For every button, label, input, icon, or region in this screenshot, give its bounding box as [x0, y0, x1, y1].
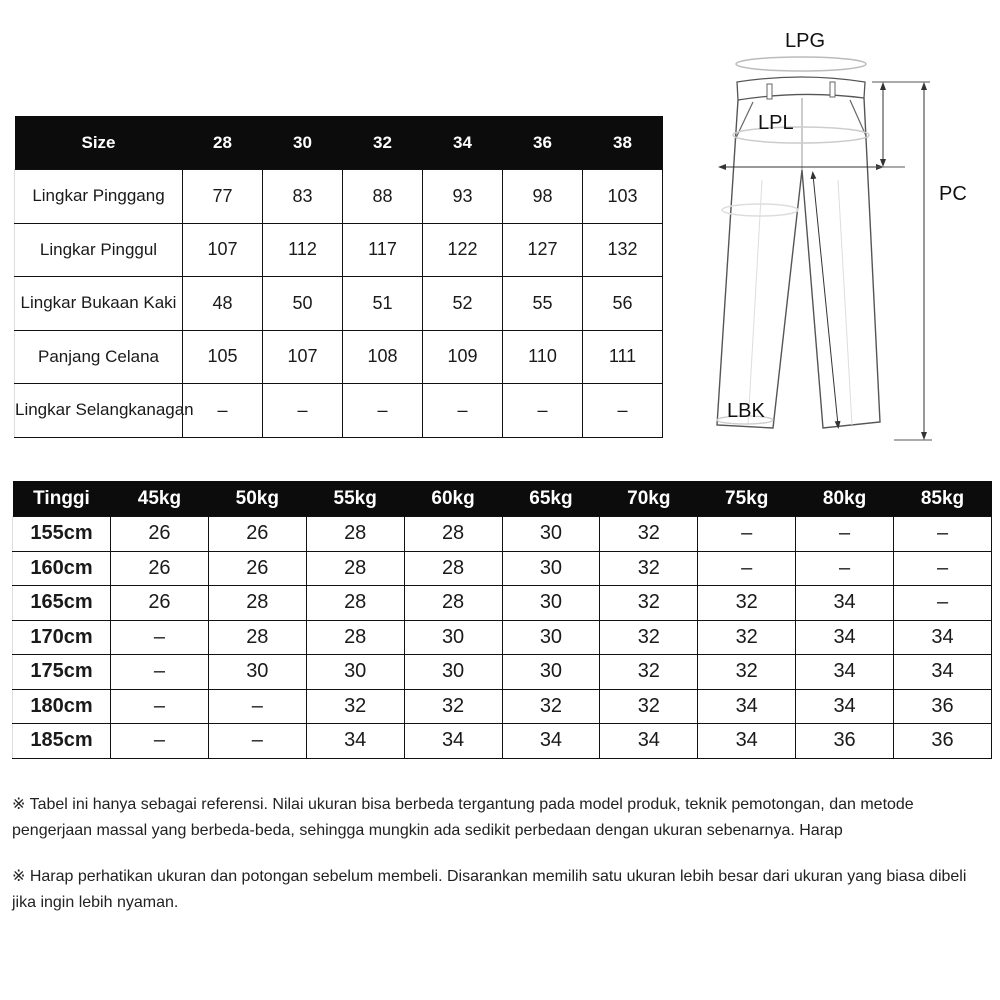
- fit-table-row: [13, 724, 992, 759]
- weight-header-cell: 70kg: [600, 481, 698, 517]
- measurement-value: 55: [503, 277, 583, 331]
- recommended-size: 28: [306, 620, 404, 655]
- fit-table-row: [13, 517, 992, 552]
- recommended-size: 34: [796, 620, 894, 655]
- recommended-size: 28: [404, 517, 502, 552]
- recommended-size: –: [111, 724, 209, 759]
- recommended-size: 32: [306, 689, 404, 724]
- notes-section: [12, 792, 992, 936]
- label-pc: PC: [939, 183, 967, 205]
- measurement-value: 77: [183, 170, 263, 224]
- recommended-size: 36: [796, 724, 894, 759]
- recommended-size: –: [894, 586, 992, 621]
- height-label: 165cm: [13, 586, 111, 621]
- size-header-label: Size: [15, 116, 183, 170]
- height-weight-fit-table: [12, 481, 992, 759]
- recommended-size: 26: [208, 517, 306, 552]
- height-label: 175cm: [13, 655, 111, 690]
- fit-table-row: [13, 620, 992, 655]
- recommended-size: 28: [306, 586, 404, 621]
- recommended-size: 26: [111, 517, 209, 552]
- weight-header-cell: 75kg: [698, 481, 796, 517]
- pants-diagram: [700, 20, 990, 450]
- recommended-size: 30: [404, 620, 502, 655]
- size-table-row: [15, 330, 663, 384]
- size-header-cell: 28: [183, 116, 263, 170]
- measurement-value: 107: [263, 330, 343, 384]
- size-table-row: [15, 384, 663, 438]
- recommended-size: 34: [796, 689, 894, 724]
- recommended-size: 28: [404, 551, 502, 586]
- height-label: 185cm: [13, 724, 111, 759]
- recommended-size: –: [894, 517, 992, 552]
- weight-header-cell: 50kg: [208, 481, 306, 517]
- measurement-value: 50: [263, 277, 343, 331]
- measurement-value: –: [263, 384, 343, 438]
- label-lbk: LBK: [727, 400, 765, 422]
- recommended-size: –: [698, 551, 796, 586]
- recommended-size: 26: [111, 551, 209, 586]
- recommended-size: –: [894, 551, 992, 586]
- weight-header-cell: 55kg: [306, 481, 404, 517]
- height-label: 155cm: [13, 517, 111, 552]
- recommended-size: 34: [306, 724, 404, 759]
- recommended-size: –: [111, 655, 209, 690]
- recommended-size: 32: [600, 620, 698, 655]
- recommended-size: 28: [306, 517, 404, 552]
- note-size-advice: ※ Harap perhatikan ukuran dan potongan sebelum membeli. Disarankan memilih satu ukuran lebih besar dari ukuran yang biasa dibeli jika ingin lebih nyaman.: [12, 868, 967, 911]
- height-label: 160cm: [13, 551, 111, 586]
- recommended-size: 28: [208, 620, 306, 655]
- recommended-size: 34: [600, 724, 698, 759]
- pants-outline: [717, 98, 880, 428]
- measurement-label: Lingkar Bukaan Kaki: [15, 277, 183, 331]
- note-reference-disclaimer: ※ Tabel ini hanya sebagai referensi. Nilai ukuran bisa berbeda tergantung pada model produk, teknik pemotongan, dan metode pengerjaan massal yang berbeda-beda, sehingga mungkin ada sedikit perbedaan dengan ukuran sebenarnya. Harap: [12, 796, 914, 839]
- recommended-size: 32: [600, 655, 698, 690]
- measurement-value: 105: [183, 330, 263, 384]
- weight-header-cell: 60kg: [404, 481, 502, 517]
- lpl-measure-ellipse: [733, 127, 869, 143]
- recommended-size: 28: [404, 586, 502, 621]
- lpg-measure-ellipse: [736, 57, 866, 71]
- recommended-size: 34: [698, 724, 796, 759]
- weight-header-cell: 80kg: [796, 481, 894, 517]
- belt-loop-left: [767, 84, 772, 99]
- label-lpg: LPG: [785, 30, 826, 52]
- recommended-size: 32: [698, 620, 796, 655]
- recommended-size: 32: [698, 655, 796, 690]
- recommended-size: 32: [404, 689, 502, 724]
- size-header-cell: 30: [263, 116, 343, 170]
- recommended-size: 32: [698, 586, 796, 621]
- measurement-label: Lingkar Pinggang: [15, 170, 183, 224]
- recommended-size: 36: [894, 689, 992, 724]
- waistband: [737, 77, 865, 100]
- size-header-cell: 34: [423, 116, 503, 170]
- recommended-size: –: [111, 689, 209, 724]
- weight-header-cell: 85kg: [894, 481, 992, 517]
- recommended-size: 30: [502, 586, 600, 621]
- measurement-value: 56: [583, 277, 663, 331]
- measurement-value: 103: [583, 170, 663, 224]
- recommended-size: 28: [306, 551, 404, 586]
- recommended-size: 30: [502, 517, 600, 552]
- measurement-value: 52: [423, 277, 503, 331]
- fit-table-row: [13, 551, 992, 586]
- recommended-size: 34: [796, 586, 894, 621]
- recommended-size: 34: [502, 724, 600, 759]
- recommended-size: 34: [404, 724, 502, 759]
- recommended-size: 32: [502, 689, 600, 724]
- measurement-value: –: [423, 384, 503, 438]
- measurement-value: –: [503, 384, 583, 438]
- recommended-size: 30: [208, 655, 306, 690]
- measurement-value: 109: [423, 330, 503, 384]
- recommended-size: 30: [306, 655, 404, 690]
- recommended-size: 30: [404, 655, 502, 690]
- size-table-header-row: [15, 116, 663, 170]
- measurement-value: 51: [343, 277, 423, 331]
- fit-table-header-row: [13, 481, 992, 517]
- size-table-row: [15, 277, 663, 331]
- recommended-size: 30: [502, 620, 600, 655]
- recommended-size: 32: [600, 586, 698, 621]
- measurement-value: 93: [423, 170, 503, 224]
- measurement-value: –: [343, 384, 423, 438]
- fit-table-row: [13, 586, 992, 621]
- recommended-size: 28: [208, 586, 306, 621]
- crease-right: [838, 180, 852, 425]
- size-table-row: [15, 170, 663, 224]
- measurement-value: 132: [583, 223, 663, 277]
- measurement-value: 112: [263, 223, 343, 277]
- label-lpl: LPL: [758, 112, 794, 134]
- size-table-row: [15, 223, 663, 277]
- measurement-value: 98: [503, 170, 583, 224]
- recommended-size: 34: [698, 689, 796, 724]
- recommended-size: 26: [111, 586, 209, 621]
- recommended-size: –: [698, 517, 796, 552]
- measurement-value: 110: [503, 330, 583, 384]
- fit-table-row: [13, 655, 992, 690]
- pants-illustration: [700, 20, 990, 450]
- weight-header-cell: 65kg: [502, 481, 600, 517]
- measurement-label: Lingkar Pinggul: [15, 223, 183, 277]
- recommended-size: 32: [600, 551, 698, 586]
- recommended-size: 30: [502, 655, 600, 690]
- size-header-cell: 32: [343, 116, 423, 170]
- measurement-value: 108: [343, 330, 423, 384]
- recommended-size: 34: [894, 620, 992, 655]
- measurement-value: –: [583, 384, 663, 438]
- crease-left: [748, 180, 762, 425]
- measurement-value: 83: [263, 170, 343, 224]
- recommended-size: 32: [600, 517, 698, 552]
- measurement-value: 111: [583, 330, 663, 384]
- belt-loop-right: [830, 82, 835, 97]
- recommended-size: –: [796, 517, 894, 552]
- weight-header-cell: 45kg: [111, 481, 209, 517]
- fit-header-label: Tinggi: [13, 481, 111, 517]
- size-measurement-table: [14, 116, 663, 438]
- measurement-value: 117: [343, 223, 423, 277]
- measurement-value: 107: [183, 223, 263, 277]
- measurement-label: Lingkar Selangkanagan: [15, 384, 183, 438]
- recommended-size: 26: [208, 551, 306, 586]
- recommended-size: –: [208, 724, 306, 759]
- recommended-size: 34: [894, 655, 992, 690]
- measurement-value: 122: [423, 223, 503, 277]
- measurement-value: 48: [183, 277, 263, 331]
- recommended-size: –: [111, 620, 209, 655]
- recommended-size: –: [208, 689, 306, 724]
- fit-table-row: [13, 689, 992, 724]
- size-header-cell: 36: [503, 116, 583, 170]
- recommended-size: 34: [796, 655, 894, 690]
- measurement-value: 88: [343, 170, 423, 224]
- recommended-size: 32: [600, 689, 698, 724]
- recommended-size: 36: [894, 724, 992, 759]
- height-label: 180cm: [13, 689, 111, 724]
- measurement-value: 127: [503, 223, 583, 277]
- recommended-size: –: [796, 551, 894, 586]
- recommended-size: 30: [502, 551, 600, 586]
- inseam-measure-line: [813, 175, 838, 425]
- size-header-cell: 38: [583, 116, 663, 170]
- height-label: 170cm: [13, 620, 111, 655]
- measurement-value: –: [183, 384, 263, 438]
- measurement-label: Panjang Celana: [15, 330, 183, 384]
